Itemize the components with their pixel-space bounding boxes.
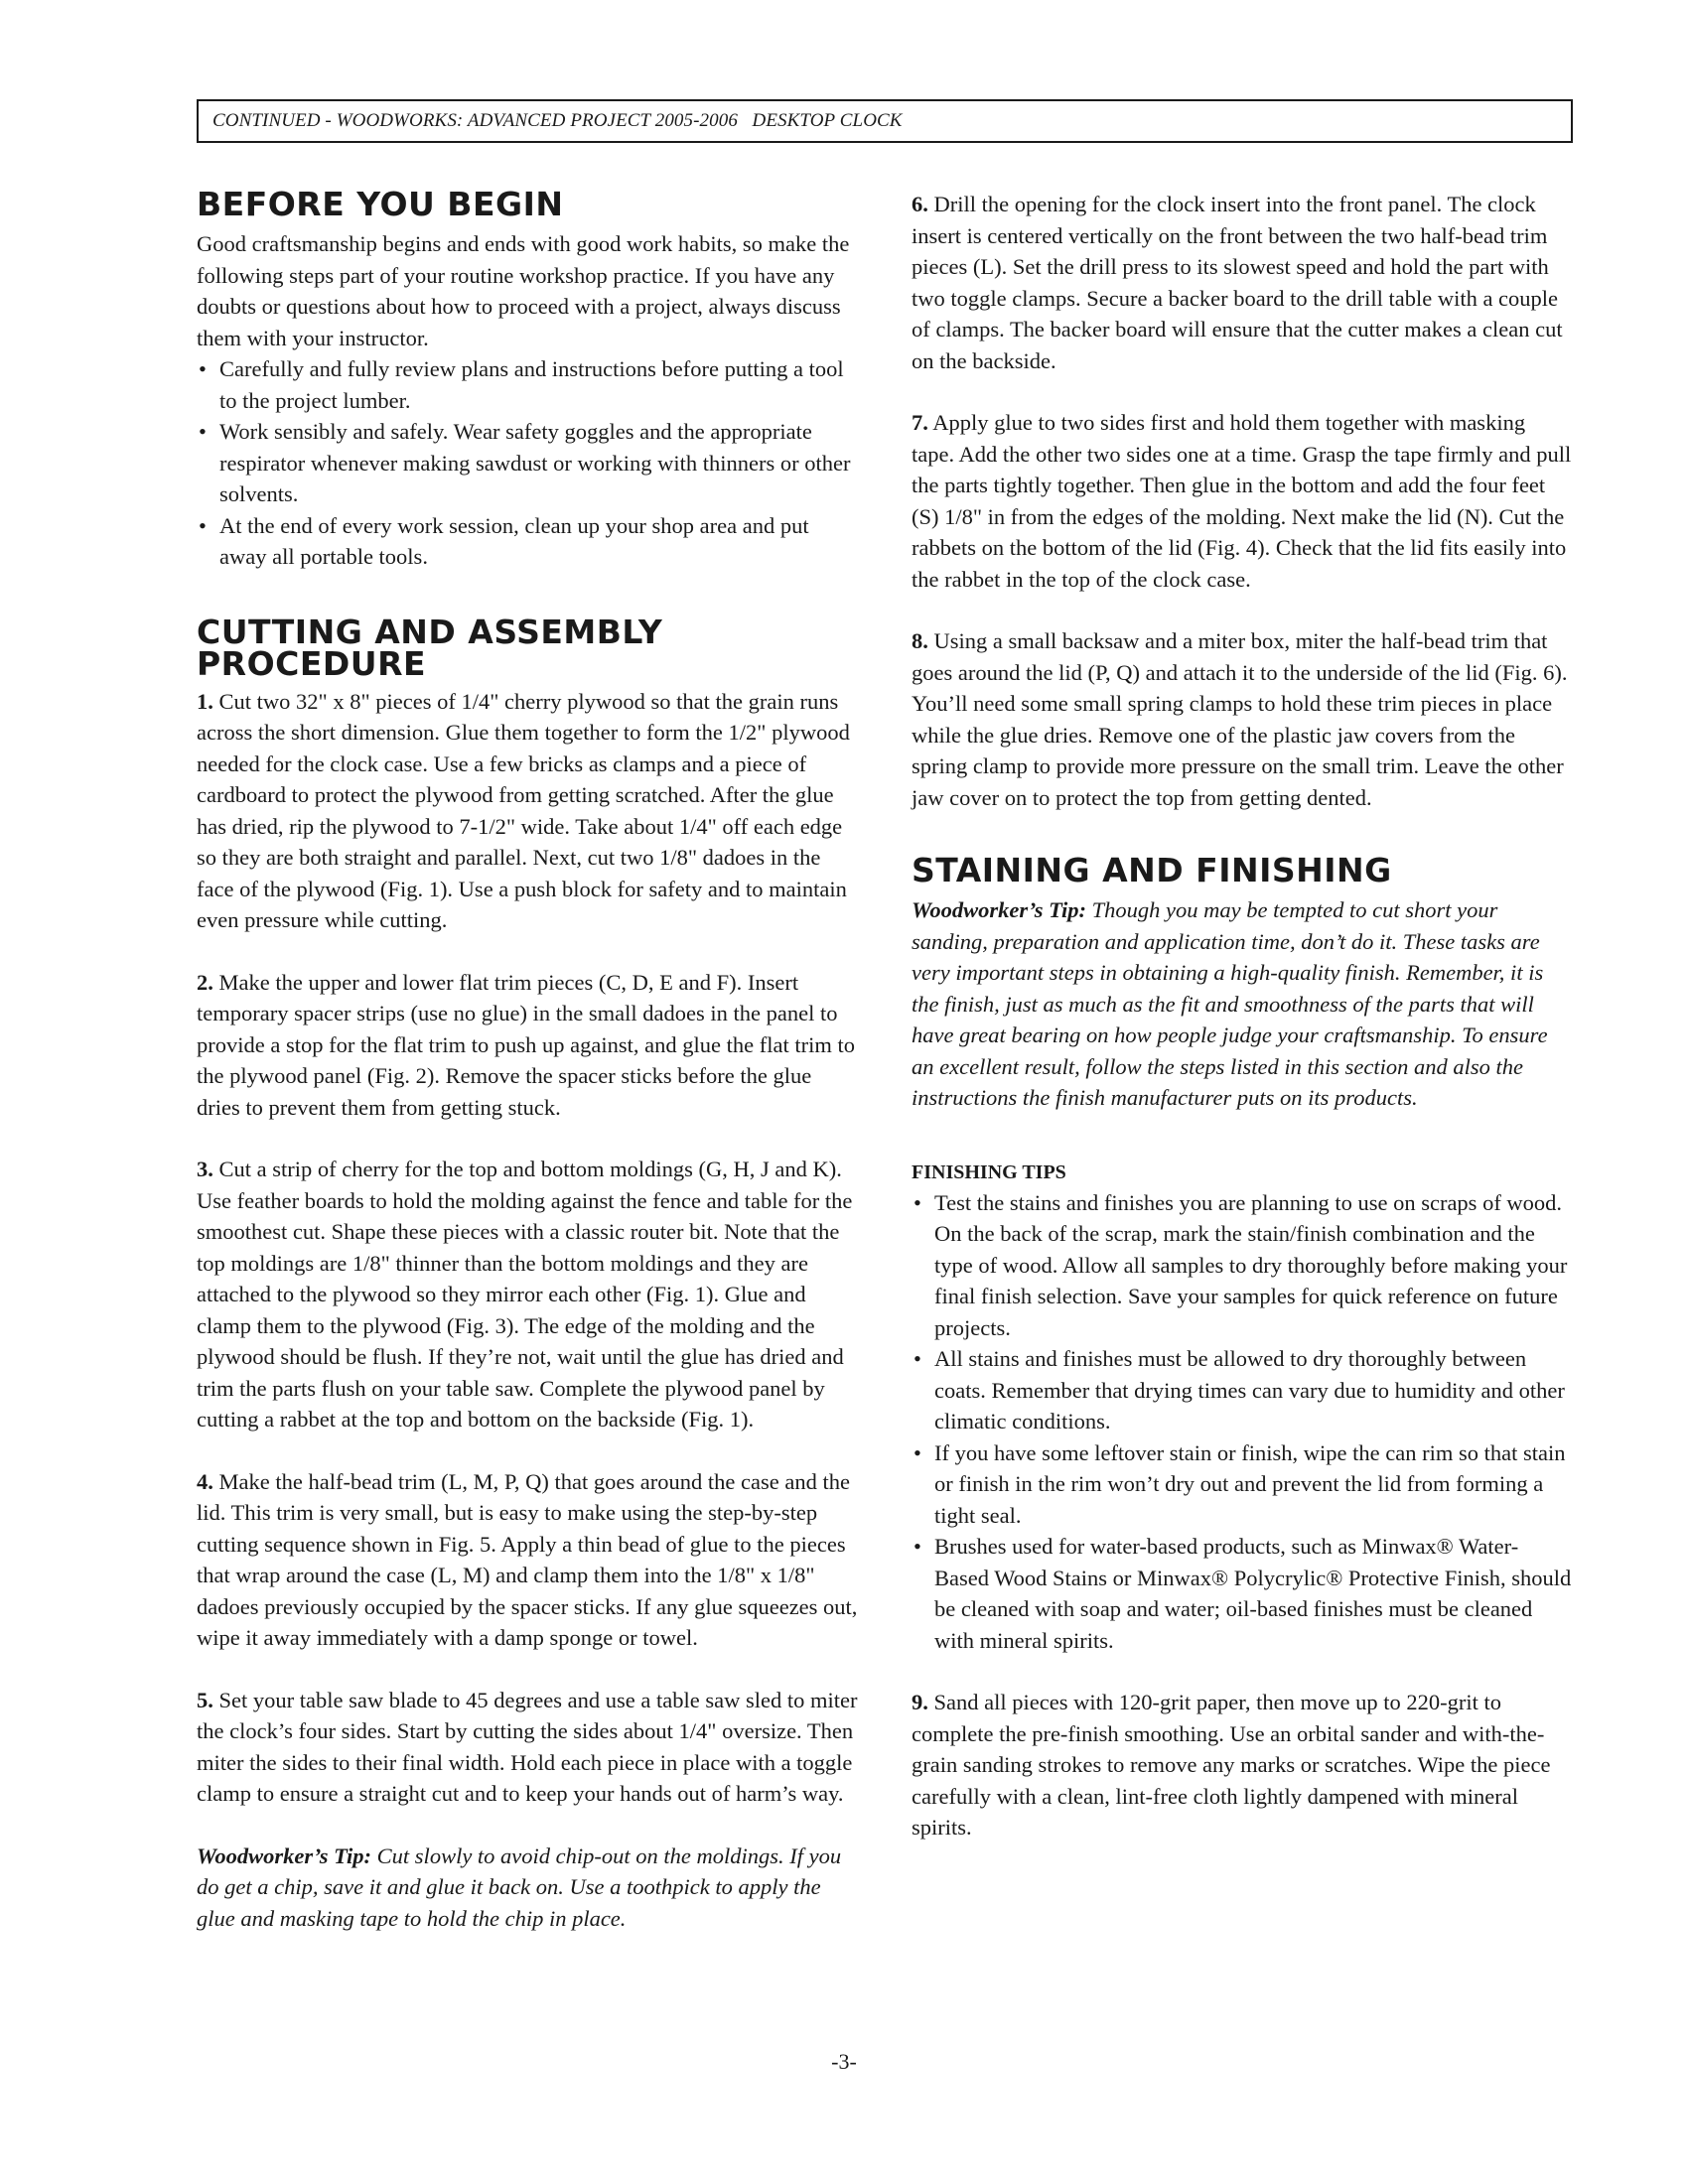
step-text: Sand all pieces with 120-grit paper, then move up to 220-grit to complete the pre-finish smoothing. Use an orbital sander and with-the-grain sanding strokes to remove any marks or scratches. Wipe the piece carefully with a clean, lint-free cloth lightly dampened with mineral spirits. <box>912 1690 1551 1840</box>
step-4 <box>197 1466 858 1654</box>
step-text: Using a small backsaw and a miter box, miter the half-bead trim that goes around the lid (P, Q) and attach it to the underside of the lid (Fig. 6). You’ll need some small spring clamps to hold these trim pieces in place while the glue dries. Remove one of the plastic jaw covers from the spring clamp to provide more pressure on the small trim. Leave the other jaw cover on to protect the top from getting dented. <box>912 628 1568 810</box>
step-9 <box>912 1687 1573 1843</box>
list-item: • Brushes used for water-based products, such as Minwax® Water-Based Wood Stains or Minwax® Polycrylic® Protective Finish, should be cleaned with soap and water; oil-based finishes must be cleaned with mineral spirits. <box>912 1531 1573 1656</box>
bullet-icon: • <box>199 356 207 381</box>
bullet-icon: • <box>914 1189 921 1215</box>
step-number: 8. <box>912 628 928 653</box>
running-header <box>197 99 1573 143</box>
before-intro: Good craftsmanship begins and ends with good work habits, so make the following steps part of your routine workshop practice. If you have any doubts or questions about how to proceed with a project, always discuss them with your instructor. <box>197 231 850 350</box>
bullet-icon: • <box>199 419 207 444</box>
before-bullet-list <box>197 353 858 573</box>
list-item: • At the end of every work session, clean up your shop area and put away all portable tools. <box>197 510 858 573</box>
tip-label: Woodworker’s Tip: <box>197 1843 372 1868</box>
left-column <box>197 185 858 1934</box>
bullet-icon: • <box>914 1439 921 1465</box>
step-2 <box>197 967 858 1124</box>
step-8 <box>912 625 1573 813</box>
step-number: 5. <box>197 1687 213 1712</box>
step-number: 6. <box>912 192 928 216</box>
finishing-tips-list <box>912 1187 1573 1657</box>
step-text: Make the half-bead trim (L, M, P, Q) that goes around the case and the lid. This trim is very small, but is easy to make using the step-by-step cutting sequence shown in Fig. 5. Apply a thin bead of glue to the pieces that wrap around the case (L, M) and clamp them into the 1/8" x 1/8" dadoes previously occupied by the spacer sticks. If any glue squeezes out, wipe it away immediately with a damp sponge or towel. <box>197 1468 858 1650</box>
step-number: 9. <box>912 1690 928 1714</box>
heading-before-you-begin: BEFORE YOU BEGIN <box>197 185 564 223</box>
step-number: 1. <box>197 688 213 714</box>
page-number: -3- <box>831 2049 857 2074</box>
step-number: 4. <box>197 1468 213 1494</box>
step-text: Apply glue to two sides first and hold them together with masking tape. Add the other two sides one at a time. Grasp the tape firmly and pull the parts tightly together. Then glue in the bottom and add the four feet (S) 1/8" in from the edges of the molding. Next make the lid (N). Cut the rabbets on the bottom of the lid (Fig. 4). Check that the lid fits easily into the rabbet in the top of the clock case. <box>912 410 1572 592</box>
tip-text: Though you may be tempted to cut short your sanding, preparation and application time, don’t do it. These tasks are very important steps in obtaining a high-quality finish. Remember, it is the finish, just as much as the fit and smoothness of the parts that will have great bearing on how people judge your craftsmanship. To ensure an excellent result, follow the steps listed in this section and also the instructions the finish manufacturer puts on its products. <box>912 897 1548 1110</box>
bullet-icon: • <box>914 1346 921 1371</box>
bullet-icon: • <box>914 1534 921 1559</box>
heading-staining-finishing: STAINING AND FINISHING <box>912 851 1392 889</box>
tip-label: Woodworker’s Tip: <box>912 897 1087 922</box>
step-text: Set your table saw blade to 45 degrees and use a table saw sled to miter the clock’s four sides. Start by cutting the sides about 1/4" oversize. Then miter the sides to their final width. Hold each piece in place with a toggle clamp to ensure a straight cut and to keep your hands out of harm’s way. <box>197 1687 858 1806</box>
finishing-tips-heading: FINISHING TIPS <box>912 1160 1066 1183</box>
step-1 <box>197 686 858 936</box>
woodworker-tip-left <box>197 1841 858 1935</box>
woodworker-tip-right <box>912 894 1573 1114</box>
step-5 <box>197 1685 858 1810</box>
tip-text: Cut slowly to avoid chip-out on the moldings. If you do get a chip, save it and glue it back on. Use a toothpick to apply the glue and masking tape to hold the chip in place. <box>197 1843 842 1931</box>
step-text: Drill the opening for the clock insert into the front panel. The clock insert is centered vertically on the front between the two half-bead trim pieces (L). Set the drill press to its slowest speed and hold the part with two toggle clamps. Secure a backer board to the drill table with a couple of clamps. The backer board will ensure that the cutter makes a clean cut on the backside. <box>912 192 1563 373</box>
list-item: • Carefully and fully review plans and instructions before putting a tool to the project lumber. <box>197 353 858 416</box>
list-item: • If you have some leftover stain or finish, wipe the can rim so that stain or finish in the rim won’t dry out and prevent the lid from forming a tight seal. <box>912 1437 1573 1532</box>
step-text: Cut two 32" x 8" pieces of 1/4" cherry plywood so that the grain runs across the short dimension. Glue them together to form the 1/2" plywood needed for the clock case. Use a few bricks as clamps and a piece of cardboard to protect the plywood from getting scratched. After the glue has dried, rip the plywood to 7-1/2" wide. Take about 1/4" off each edge so they are both straight and parallel. Next, cut two 1/8" dadoes in the face of the plywood (Fig. 1). Use a push block for safety and to maintain even pressure while cutting. <box>197 688 850 932</box>
step-number: 3. <box>197 1157 213 1181</box>
bullet-icon: • <box>199 512 207 538</box>
step-text: Make the upper and lower flat trim pieces (C, D, E and F). Insert temporary spacer strips (use no glue) in the small dadoes in the panel to provide a stop for the flat trim to push up against, and glue the flat trim to the plywood panel (Fig. 2). Remove the spacer sticks before the glue dries to prevent them from getting stuck. <box>197 969 855 1120</box>
step-number: 2. <box>197 969 213 995</box>
running-header-title: CONTINUED - WOODWORKS: ADVANCED PROJECT 2005-2006 DESKTOP CLOCK <box>212 110 903 131</box>
list-item: • Test the stains and finishes you are planning to use on scraps of wood. On the back of the scrap, mark the stain/finish combination and the type of wood. Allow all samples to dry thoroughly before making your final finish selection. Save your samples for quick reference on future projects. <box>912 1187 1573 1344</box>
step-number: 7. <box>912 410 928 435</box>
step-3 <box>197 1154 858 1435</box>
step-6 <box>912 189 1573 376</box>
list-item: • All stains and finishes must be allowed to dry thoroughly between coats. Remember that drying times can vary due to humidity and other climatic conditions. <box>912 1343 1573 1437</box>
heading-cutting-assembly: CUTTING AND ASSEMBLY PROCEDURE <box>197 612 663 683</box>
step-7 <box>912 407 1573 595</box>
right-column <box>912 189 1573 1843</box>
step-text: Cut a strip of cherry for the top and bottom moldings (G, H, J and K). Use feather boards to hold the molding against the fence and table for the smoothest cut. Shape these pieces with a classic router bit. Note that the top moldings are 1/8" thinner than the bottom moldings and they are attached to the plywood so they mirror each other (Fig. 1). Glue and clamp them to the plywood (Fig. 3). The edge of the molding and the plywood should be flush. If they’re not, wait until the glue has dried and trim the parts flush on your table saw. Complete the plywood panel by cutting a rabbet at the top and bottom on the backside (Fig. 1). <box>197 1157 853 1432</box>
list-item: • Work sensibly and safely. Wear safety goggles and the appropriate respirator whenever making sawdust or working with thinners or other solvents. <box>197 416 858 510</box>
